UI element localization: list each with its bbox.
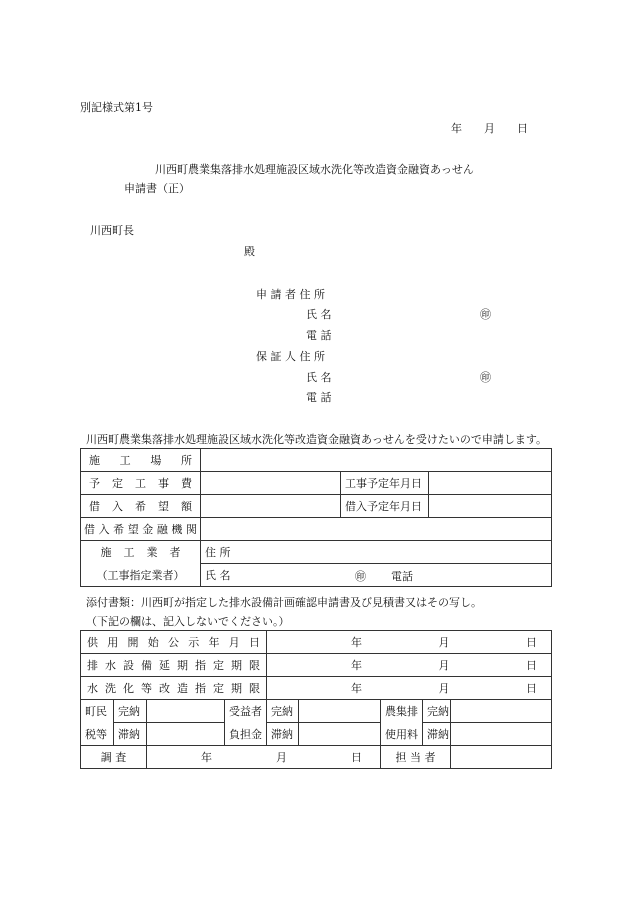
application-statement: 川西町農業集落排水処理施設区域水洗化等改造資金融資あっせんを受けたいので申請します。 xyxy=(86,433,548,446)
payment-paid-row xyxy=(81,700,552,723)
cost-label: 予定工事費 xyxy=(81,472,201,495)
applicant-seal-icon: ㊞ xyxy=(480,308,491,321)
date-day-label: 日 xyxy=(517,122,528,135)
flush-conversion-year: 年 xyxy=(351,682,362,695)
town-tax-label-2: 税等 xyxy=(81,723,114,746)
loan-date-field[interactable] xyxy=(429,495,552,518)
person-in-charge-label: 担 当 者 xyxy=(381,746,451,769)
contractor-row xyxy=(81,541,552,564)
service-start-date[interactable] xyxy=(267,631,552,654)
loan-amount-field[interactable] xyxy=(201,495,341,518)
usage-fee-unpaid-field[interactable] xyxy=(451,723,552,746)
payment-unpaid-row xyxy=(81,723,552,746)
guarantor-seal-icon: ㊞ xyxy=(480,371,491,384)
contractor-name-row xyxy=(81,564,552,587)
beneficiary-paid-field[interactable] xyxy=(299,700,381,723)
usage-fee-paid-field[interactable] xyxy=(451,700,552,723)
document-subtitle: 申請書（正） xyxy=(124,182,190,195)
office-use-table xyxy=(80,630,552,769)
drain-extension-label: 排水設備延期指定期限 xyxy=(81,654,267,677)
cost-field[interactable] xyxy=(201,472,341,495)
contractor-name-label: 氏 名 xyxy=(205,569,231,582)
contractor-address-label: 住 所 xyxy=(205,546,231,559)
addressee-name: 川西町長 xyxy=(90,224,134,237)
document-title: 川西町農業集落排水処理施設区域水洗化等改造資金融資あっせん xyxy=(155,163,474,176)
usage-fee-label-2: 使用料 xyxy=(381,723,423,746)
usage-fee-unpaid-label: 滞納 xyxy=(423,723,451,746)
drain-extension-row xyxy=(81,654,552,677)
survey-label: 調 査 xyxy=(81,746,147,769)
beneficiary-label-1: 受益者 xyxy=(225,700,267,723)
service-start-label: 供用開始公示年月日 xyxy=(81,631,267,654)
contractor-label-text: 施工業者 xyxy=(100,546,181,560)
flush-conversion-row xyxy=(81,677,552,700)
drain-extension-date[interactable] xyxy=(267,654,552,677)
town-tax-unpaid-field[interactable] xyxy=(147,723,225,746)
contractor-address-field[interactable] xyxy=(201,541,552,564)
usage-fee-paid-label: 完納 xyxy=(423,700,451,723)
contractor-seal-icon: ㊞ xyxy=(355,570,366,583)
loan-row xyxy=(81,495,552,518)
service-start-day: 日 xyxy=(526,636,538,649)
addressee-honorific: 殿 xyxy=(244,245,255,258)
contractor-name-field[interactable] xyxy=(201,564,552,587)
institution-row xyxy=(81,518,552,541)
contractor-note: （工事指定業者） xyxy=(81,564,201,587)
flush-conversion-day: 日 xyxy=(526,682,538,695)
contractor-label xyxy=(81,541,201,564)
survey-row xyxy=(81,746,552,769)
guarantor-address-label: 保 証 人 住 所 xyxy=(256,350,325,363)
town-tax-paid-label: 完納 xyxy=(114,700,147,723)
beneficiary-unpaid-field[interactable] xyxy=(299,723,381,746)
drain-extension-day: 日 xyxy=(526,659,538,672)
application-table xyxy=(80,448,552,587)
construction-date-label: 工事予定年月日 xyxy=(341,472,429,495)
town-tax-label-1: 町民 xyxy=(81,700,114,723)
survey-date[interactable] xyxy=(147,746,381,769)
survey-day: 日 xyxy=(351,751,362,764)
cost-row xyxy=(81,472,552,495)
beneficiary-paid-label: 完納 xyxy=(267,700,299,723)
applicant-address-label: 申 請 者 住 所 xyxy=(256,288,325,301)
attachment-note: 添付書類：川西町が指定した排水設備計画確認申請書及び見積書又はその写し。 xyxy=(86,596,482,609)
institution-field[interactable] xyxy=(201,518,552,541)
drain-extension-year: 年 xyxy=(351,659,362,672)
flush-conversion-label: 水洗化等改造指定期限 xyxy=(81,677,267,700)
applicant-name-label: 氏 名 xyxy=(306,308,332,321)
date-month-label: 月 xyxy=(484,122,495,135)
town-tax-paid-field[interactable] xyxy=(147,700,225,723)
loan-date-label: 借入予定年月日 xyxy=(341,495,429,518)
service-start-month: 月 xyxy=(438,636,450,649)
contractor-phone-label: 電話 xyxy=(391,570,413,583)
town-tax-unpaid-label: 滞納 xyxy=(114,723,147,746)
person-in-charge-field[interactable] xyxy=(451,746,552,769)
form-number: 別記様式第1号 xyxy=(80,101,153,114)
institution-label: 借入希望金融機関 xyxy=(81,518,201,541)
survey-year: 年 xyxy=(201,751,212,764)
guarantor-phone-label: 電 話 xyxy=(306,391,332,404)
date-year-label: 年 xyxy=(451,122,462,135)
beneficiary-label-2: 負担金 xyxy=(225,723,267,746)
guarantor-name-label: 氏 名 xyxy=(306,371,332,384)
flush-conversion-month: 月 xyxy=(438,682,450,695)
usage-fee-label-1: 農集排 xyxy=(381,700,423,723)
survey-month: 月 xyxy=(276,751,287,764)
service-start-year: 年 xyxy=(351,636,362,649)
service-start-row xyxy=(81,631,552,654)
construction-date-field[interactable] xyxy=(429,472,552,495)
site-field[interactable] xyxy=(201,449,552,472)
flush-conversion-date[interactable] xyxy=(267,677,552,700)
site-label: 施工場所 xyxy=(81,449,201,472)
loan-amount-label: 借入希望額 xyxy=(81,495,201,518)
site-row xyxy=(81,449,552,472)
applicant-phone-label: 電 話 xyxy=(306,329,332,342)
office-use-note: （下記の欄は、記入しないでください。） xyxy=(86,615,290,628)
drain-extension-month: 月 xyxy=(438,659,450,672)
beneficiary-unpaid-label: 滞納 xyxy=(267,723,299,746)
